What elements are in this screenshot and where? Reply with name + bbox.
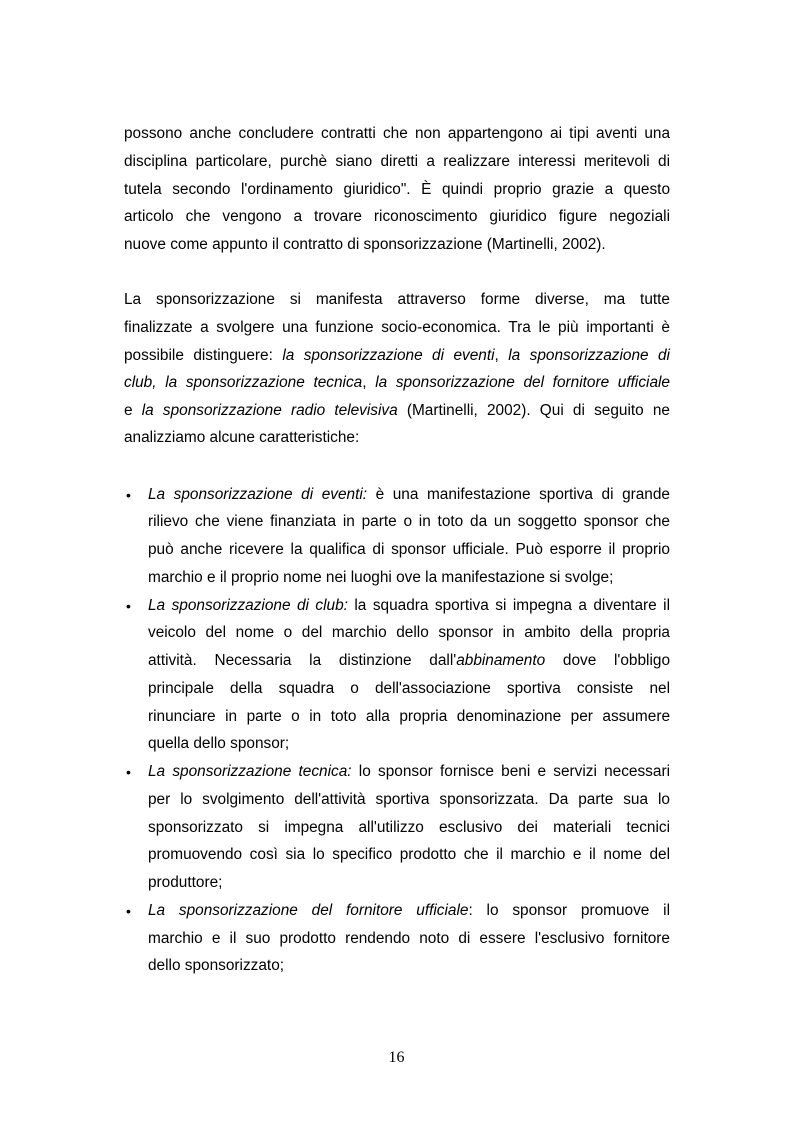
bullet1-line1 (148, 485, 670, 505)
bullet4-line2: marchio e il suo prodotto rendendo noto di essere l'esclusivo fornitore (148, 930, 670, 947)
bullet-term: La sponsorizzazione di eventi: (148, 486, 368, 503)
text-span: è una manifestazione sportiva di grande (367, 486, 670, 503)
italic-term: la sponsorizzazione di eventi (282, 347, 495, 364)
paragraph2-line4 (124, 373, 670, 393)
text-span: , (494, 347, 509, 364)
bullet3-line1 (148, 762, 670, 782)
bullet3-line5: produttore; (148, 874, 223, 891)
italic-term: club, la sponsorizzazione tecnica (124, 374, 363, 391)
bullet3-line3: sponsorizzato si impegna all'utilizzo esclusivo dei materiali tecnici (148, 819, 670, 836)
bullet2-line1 (148, 596, 670, 616)
text-span: (Martinelli, 2002). Qui di seguito ne (397, 402, 670, 419)
text-span: attività. Necessaria la distinzione dall' (148, 652, 457, 669)
paragraph2-line6: analizziamo alcune caratteristiche: (124, 429, 360, 446)
text-span: possibile distinguere: (124, 347, 283, 364)
bullet-marker: • (126, 487, 131, 503)
page-number: 16 (388, 1049, 405, 1066)
paragraph1-line1: possono anche concludere contratti che non appartengono ai tipi aventi una (124, 125, 670, 142)
italic-term: la sponsorizzazione radio televisiva (141, 402, 398, 419)
bullet-marker: • (126, 598, 131, 614)
bullet1-line2: rilievo che viene finanziata in parte o in toto da un soggetto sponsor che (148, 513, 670, 530)
text-span: dove l'obbligo (545, 652, 670, 669)
bullet4-line1 (148, 901, 670, 921)
text-span: : lo sponsor promuove il (468, 902, 670, 919)
bullet4-line3: dello sponsorizzato; (148, 957, 285, 974)
paragraph1-line3: tutela secondo l'ordinamento giuridico". È quindi proprio grazie a questo (124, 181, 670, 198)
paragraph2-line5 (124, 401, 670, 421)
bullet1-line4: marchio e il proprio nome nei luoghi ove la manifestazione si svolge; (148, 569, 614, 586)
bullet3-line2: per lo svolgimento dell'attività sportiva sponsorizzata. Da parte sua lo (148, 791, 670, 808)
italic-term: abbinamento (456, 652, 546, 669)
bullet2-line5: rinunciare in parte o in toto alla propria denominazione per assumere (148, 708, 670, 725)
bullet-term: La sponsorizzazione di club: (148, 597, 348, 614)
paragraph2-line1: La sponsorizzazione si manifesta attraverso forme diverse, ma tutte (124, 291, 670, 308)
bullet2-line3 (148, 651, 670, 671)
bullet-marker: • (126, 764, 131, 780)
paragraph1-line5: nuove come appunto il contratto di sponsorizzazione (Martinelli, 2002). (124, 236, 606, 253)
bullet-marker: • (126, 903, 131, 919)
bullet-term: La sponsorizzazione del fornitore ufficiale (148, 902, 469, 919)
text-span: la squadra sportiva si impegna a diventare il (347, 597, 670, 614)
bullet-term: La sponsorizzazione tecnica: (148, 763, 352, 780)
bullet2-line4: principale della squadra o dell'associazione sportiva consiste nel (148, 680, 670, 697)
italic-term: la sponsorizzazione di (508, 347, 670, 364)
paragraph1-line2: disciplina particolare, purchè siano diretti a realizzare interessi meritevoli di (124, 153, 670, 170)
italic-term: la sponsorizzazione del fornitore ufficiale (375, 374, 670, 391)
paragraph2-line2: finalizzate a svolgere una funzione socio-economica. Tra le più importanti è (124, 319, 670, 336)
paragraph1-line4: articolo che vengono a trovare riconoscimento giuridico figure negoziali (124, 208, 670, 225)
bullet2-line6: quella dello sponsor; (148, 735, 290, 752)
text-span: , (362, 374, 376, 391)
bullet3-line4: promuovendo così sia lo specifico prodotto che il marchio e il nome del (148, 846, 670, 863)
bullet2-line2: veicolo del nome o del marchio dello sponsor in ambito della propria (148, 624, 670, 641)
text-span: lo sponsor fornisce beni e servizi necessari (351, 763, 670, 780)
bullet1-line3: può anche ricevere la qualifica di sponsor ufficiale. Può esporre il proprio (148, 541, 670, 558)
text-span: e (124, 402, 142, 419)
paragraph2-line3 (124, 346, 670, 366)
